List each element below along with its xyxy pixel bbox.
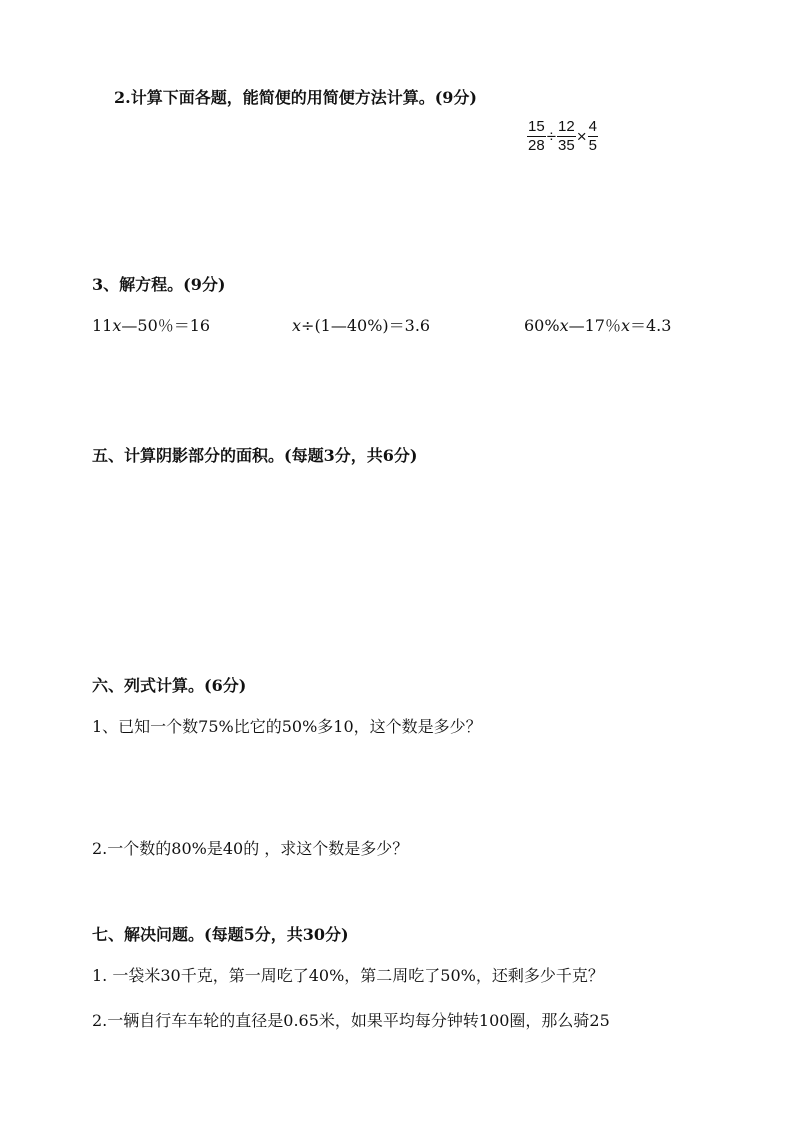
fraction-numerator: 12 xyxy=(558,118,575,135)
eq2-rest: ÷(1—40%)＝3.6 xyxy=(301,316,431,335)
eq2-variable: x xyxy=(292,316,302,335)
multiply-sign: × xyxy=(576,126,587,146)
expression-question-2: 2.一个数的80%是40的 ，求这个数是多少？ xyxy=(92,839,409,858)
fraction-numerator: 15 xyxy=(528,118,545,135)
fraction-denominator: 35 xyxy=(558,137,575,154)
expression-section-title: 六、列式计算。(6分) xyxy=(92,676,247,695)
word-problem-1: 1. 一袋米30千克，第一周吃了40%，第二周吃了50%，还剩多少千克？ xyxy=(92,966,604,985)
calc-section-title: 2.计算下面各题，能简便的用简便方法计算。(9分) xyxy=(114,88,477,107)
equation-1 xyxy=(92,316,210,336)
eq1-coefficient: 11 xyxy=(92,316,113,335)
divide-sign: ÷ xyxy=(546,126,557,146)
eq3-variable: x xyxy=(620,316,630,335)
word-problem-2: 2.一辆自行车车轮的直径是0.65米，如果平均每分钟转100圈，那么骑25 xyxy=(92,1011,610,1030)
word-problem-section-title: 七、解决问题。(每题5分，共30分) xyxy=(92,925,349,944)
equation-3 xyxy=(524,316,671,336)
eq1-rest: —50％＝16 xyxy=(121,316,211,335)
fraction-denominator: 5 xyxy=(588,137,597,154)
eq3-rest: ＝4.3 xyxy=(630,316,672,335)
equation-section-title: 3、解方程。(9分) xyxy=(92,275,226,294)
fraction-expression xyxy=(527,118,598,155)
eq3-variable: x xyxy=(559,316,569,335)
fraction-numerator: 4 xyxy=(588,118,597,135)
fraction-12-35 xyxy=(557,118,576,155)
eq1-variable: x xyxy=(112,316,122,335)
fraction-4-5 xyxy=(588,118,598,155)
shaded-area-section-title: 五、计算阴影部分的面积。(每题3分，共6分) xyxy=(92,446,418,465)
eq3-coefficient: 60% xyxy=(524,316,560,335)
fraction-denominator: 28 xyxy=(528,137,545,154)
fraction-15-28 xyxy=(527,118,546,155)
expression-question-1: 1、已知一个数75%比它的50%多10，这个数是多少？ xyxy=(92,717,482,736)
eq3-middle: —17％ xyxy=(568,316,621,335)
equation-2 xyxy=(292,316,430,336)
